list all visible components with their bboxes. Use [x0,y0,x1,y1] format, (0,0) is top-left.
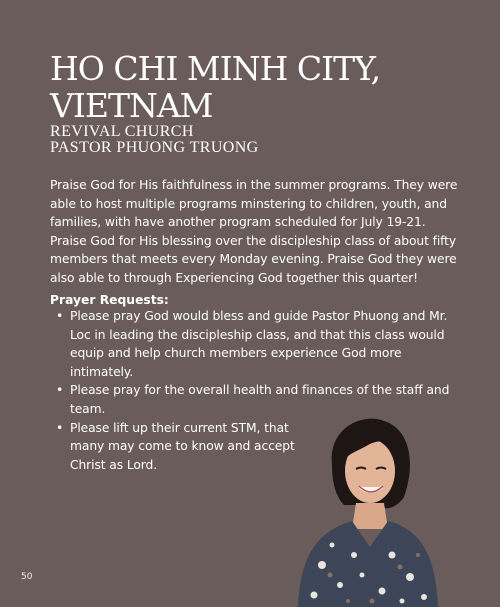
prayer-item-text: Please pray God would bless and guide Pastor Phuong and Mr. Loc in leading the discipleship class, and that this class would equip and help church members experience God more intimately. [70,309,448,379]
prayer-item-text: Please lift up their current STM, that many may come to know and accept Christ as Lord. [70,420,295,472]
church-name: REVIVAL CHURCH [50,123,194,140]
bullet-icon: • [56,309,64,323]
prayer-requests-heading: Prayer Requests: [50,293,169,307]
bullet-icon: • [56,420,64,435]
prayer-item-text: Please pray for the overall health and finances of the staff and team. [70,383,450,416]
pastor-name: PASTOR PHUONG TRUONG [50,139,259,156]
bullet-icon: • [56,383,64,398]
title-line-2: VIETNAM [50,86,213,125]
church-subtitle [50,124,259,156]
title-line-1: HO CHI MINH CITY, [50,49,381,88]
prayer-item [56,307,452,381]
praise-paragraph: Praise God for His faithfulness in the summer programs. They were able to host multiple programs minstering to children, youth, and families, with have another program scheduled for July 19-21. Praise God for His blessing over the discipleship class of about fifty members that meets every Monday evening. Praise God they were also able to through Experiencing God together this quarter! [50,178,458,285]
page-number: 50 [21,572,33,582]
page-title [50,50,380,124]
pastor-photo [292,405,442,607]
prayer-item [56,419,295,475]
